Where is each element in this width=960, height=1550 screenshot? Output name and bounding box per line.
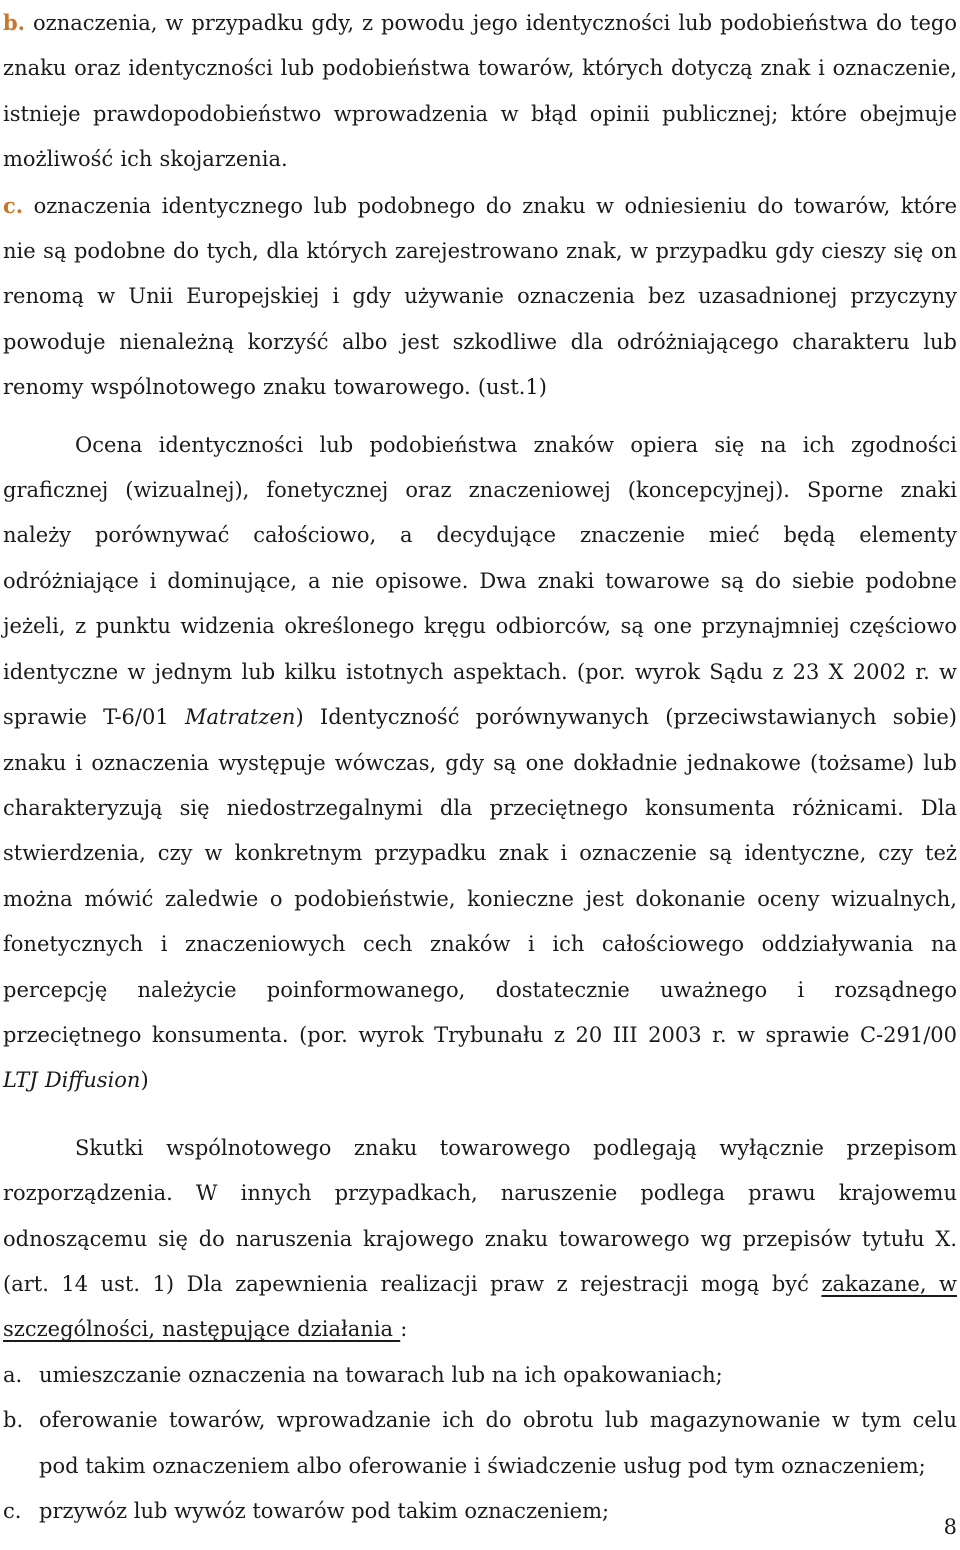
document-page [3,0,957,1534]
paragraph-c-text: oznaczenia identycznego lub podobnego do znaku w odniesieniu do towarów, które nie są podobne do tych, dla których zarejestrowano znak, w przypadku gdy cieszy się on renomą w Unii Europejskiej i gdy używanie oznaczenia bez uzasadnionej przyczyny powoduje nienależną korzyść albo jest szkodliwe dla odróżniającego charakteru lub renomy wspólnotowego znaku towarowego. (ust.1) [3,193,957,400]
case-name-ltj-diffusion: LTJ Diffusion [3,1068,141,1093]
list-item [3,1353,957,1398]
paragraph-similarity-text-2: ) Identyczność porównywanych (przeciwstawianych sobie) znaku i oznaczenia występuje wówczas, gdy są one dokładnie jednakowe (tożsame) lub charakteryzują się niedostrzegalnymi dla przeciętnego konsumenta różnicami. Dla stwierdzenia, czy w konkretnym przypadku znak i oznaczenie są identyczne, czy też można mówić zaledwie o podobieństwie, konieczne jest dokonanie oceny wizualnych, fonetycznych i znaczeniowych cech znaków i ich całościowego oddziaływania na percepcję należycie poinformowanego, dostatecznie uważnego i rozsądnego przeciętnego konsumenta. (por. wyrok Trybunału z 20 III 2003 r. w sprawie C-291/00 [3,705,957,1047]
list-marker: c. [3,1499,22,1523]
page-number: 8 [943,1515,957,1539]
paragraph-b-text: oznaczenia, w przypadku gdy, z powodu jego identyczności lub podobieństwa do tego znaku oraz identyczności lub podobieństwa towarów, których dotyczą znak i oznaczenie, istnieje prawdopodobieństwo wprowadzenia w błąd opinii publicznej; które obejmuje możliwość ich skojarzenia. [3,11,957,172]
list-marker: a. [3,1362,23,1387]
paragraph-c [3,183,957,411]
paragraph-similarity [3,423,957,1104]
spacer [3,411,957,423]
spacer [3,1104,957,1126]
paragraph-effects [3,1126,957,1353]
case-name-matratzen: Matratzen [184,705,296,730]
list-item-text: umieszczanie oznaczenia na towarach lub na ich opakowaniach; [39,1362,723,1387]
list-item [3,1489,957,1534]
paragraph-effects-text-1: Skutki wspólnotowego znaku towarowego podlegają wyłącznie przepisom rozporządzenia. W innych przypadkach, naruszenie podlega prawu krajowemu odnoszącemu się do naruszenia krajowego znaku towarowego wg przepisów tytułu X. (art. 14 ust. 1) Dla zapewnienia realizacji praw z rejestracji mogą być [3,1135,957,1296]
prohibited-actions-list [3,1353,957,1535]
paragraph-similarity-text-3: ) [140,1068,149,1093]
paragraph-b [3,0,957,183]
list-item-text: oferowanie towarów, wprowadzanie ich do obrotu lub magazynowanie w tym celu pod takim oznaczeniem albo oferowanie i świadczenie usług pod tym oznaczeniem; [39,1408,957,1478]
paragraph-effects-text-2: : [400,1317,408,1342]
underlined-phrase: zakazane, w szczególności, następujące działania [3,1271,957,1342]
list-marker: b. [3,1408,24,1433]
list-item [3,1398,957,1489]
paragraph-similarity-text-1: Ocena identyczności lub podobieństwa znaków opiera się na ich zgodności graficznej (wizualnej), fonetycznej oraz znaczeniowej (koncepcyjnej). Sporne znaki należy porównywać całościowo, a decydujące znaczenie mieć będą elementy odróżniające i dominujące, a nie opisowe. Dwa znaki towarowe są do siebie podobne jeżeli, z punktu widzenia określonego kręgu odbiorców, są one przynajmniej częściowo identyczne w jednym lub kilku istotnych aspektach. (por. wyrok Sądu z 23 X 2002 r. w sprawie T-6/01 [3,432,957,730]
list-marker-b: b. [3,10,25,35]
list-item-text: przywóz lub wywóz towarów pod takim oznaczeniem; [39,1499,610,1523]
list-marker-c: c. [3,192,24,218]
